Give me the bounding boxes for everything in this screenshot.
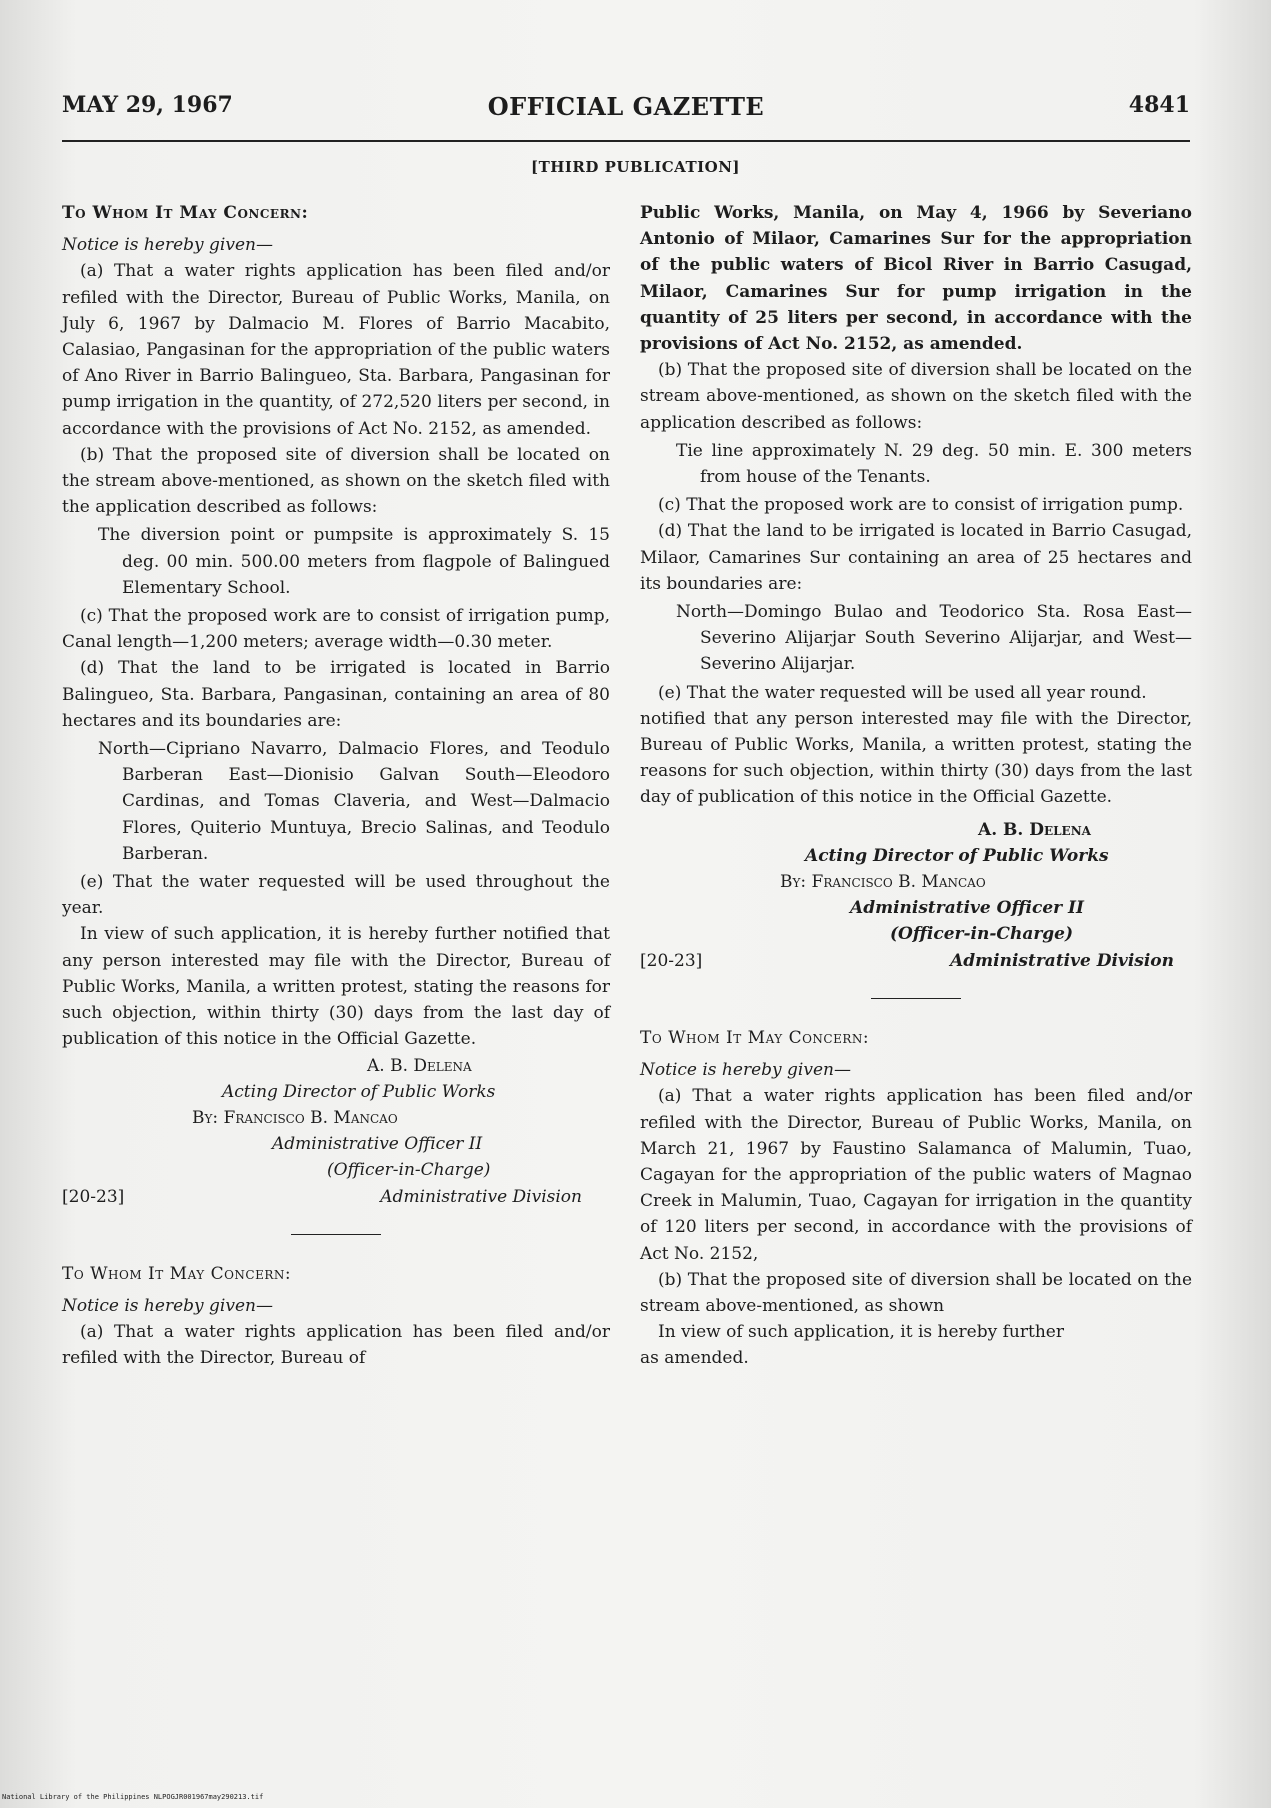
clause-a: (a) That a water rights application has been filed and/or refiled with the Director, Bureau of Public Works, Manila, on March 21, 1967 by Faustino Salamanca of Malumin, Tuao, Cagayan for the appropriation of the public waters of Magnao Creek in Malumin, Tuao, Cagayan for irrigation in the quantity of 120 liters per second, in accordance with the provisions of Act No. 2152, — [640, 1086, 1192, 1264]
signatory-title: Acting Director of Public Works — [805, 845, 1109, 866]
clause-c: (c) That the proposed work are to consist of irrigation pump. — [658, 495, 1184, 516]
issue-date: MAY 29, 1967 — [62, 92, 233, 118]
signatory-officer: Administrative Officer II — [850, 898, 1084, 919]
page-header — [62, 92, 1190, 132]
signatory-division: Administrative Division — [950, 950, 1174, 971]
signatory-division: Administrative Division — [380, 1186, 582, 1207]
signatory-by: By: Francisco B. Mancao — [192, 1107, 398, 1128]
signatory-name: A. B. Delena — [367, 1055, 472, 1076]
signature-block — [640, 817, 1192, 974]
clause-b: (b) That the proposed site of diversion shall be located on the stream above-mentioned, as shown — [640, 1269, 1192, 1316]
clause-d-detail: North—Domingo Bulao and Teodorico Sta. Rosa East—Severino Alijarjar South Severino Alijarjar, and West—Severino Alijarjar. — [676, 602, 1192, 675]
closing-paragraph: In view of such application, it is hereby further — [658, 1322, 1064, 1343]
clause-b: (b) That the proposed site of diversion shall be located on the stream above-mentioned, as shown on the sketch filed with the application described as follows: — [62, 444, 610, 518]
signatory-division-row — [640, 948, 1192, 974]
clause-b-detail: The diversion point or pumpsite is approximately S. 15 deg. 00 min. 500.00 meters from flagpole of Balingued Elementary School. — [98, 525, 610, 598]
clause-d: (d) That the land to be irrigated is located in Barrio Balingueo, Sta. Barbara, Pangasinan, containing an area of 80 hectares and its boundaries are: — [62, 658, 610, 731]
notice-separator — [871, 998, 961, 999]
notice-intro: Notice is hereby given— — [640, 1060, 851, 1081]
publication-tag: [THIRD PUBLICATION] — [530, 158, 741, 176]
clause-e: (e) That the water requested will be used throughout the year. — [62, 872, 610, 919]
clause-d: (d) That the land to be irrigated is located in Barrio Casugad, Milaor, Camarines Sur containing an area of 25 hectares and its boundaries are: — [640, 521, 1192, 594]
closing-paragraph: In view of such application, it is hereby further notified that any person interested may file with the Director, Bureau of Public Works, Manila, a written protest, stating the reasons for such objection, within thirty (30) days from the last day of publication of this notice in the Official Gazette. — [62, 924, 610, 1050]
clause-a: (a) That a water rights application has been filed and/or refiled with the Director, Bureau of Public Works, Manila, on July 6, 1967 by Dalmacio M. Flores of Barrio Macabito, Calasiao, Pangasinan for the appropriation of the public waters of Ano River in Barrio Balingueo, Sta. Barbara, Pangasinan for pump irrigation in the quantity, of 272,520 liters per second, in accordance with the provisions of Act No. 2152, as amended. — [62, 261, 610, 439]
notice-heading: To Whom It May Concern: — [640, 1027, 870, 1048]
signatory-title: Acting Director of Public Works — [222, 1081, 496, 1102]
signatory-name: A. B. Delena — [978, 819, 1091, 840]
signatory-officer: Administrative Officer II — [272, 1134, 483, 1155]
notice-heading: To Whom It May Concern: — [62, 1263, 292, 1284]
closing-tail: as amended. — [640, 1348, 749, 1369]
continued-paragraph: Public Works, Manila, on May 4, 1966 by Severiano Antonio of Milaor, Camarines Sur for the appropriation of the public waters of Bicol River in Barrio Casugad, Milaor, Camarines Sur for pump irrigation in the quantity of 25 liters per second, in accordance with the provisions of Act No. 2152, as amended. — [640, 203, 1192, 355]
closing-paragraph: notified that any person interested may file with the Director, Bureau of Public Works, Manila, a written protest, stating the reasons for such objection, within thirty (30) days from the last day of publication of this notice in the Official Gazette. — [640, 708, 1192, 808]
scan-footer: National Library of the Philippines NLPOGJR001967may290213.tif — [2, 1793, 264, 1801]
publication-title: OFFICIAL GAZETTE — [487, 92, 765, 121]
signatory-charge: (Officer-in-Charge) — [327, 1160, 491, 1181]
publication-ref: [20-23] — [640, 950, 703, 971]
clause-b: (b) That the proposed site of diversion shall be located on the stream above-mentioned, as shown on the sketch filed with the application described as follows: — [640, 360, 1192, 433]
notice-intro: Notice is hereby given— — [62, 1295, 273, 1316]
clause-b-detail: Tie line approximately N. 29 deg. 50 min. E. 300 meters from house of the Tenants. — [676, 440, 1192, 488]
notice-heading: To Whom It May Concern: — [62, 203, 309, 223]
page-number: 4841 — [1128, 92, 1190, 118]
signatory-division-row — [62, 1184, 610, 1210]
signatory-charge: (Officer-in-Charge) — [890, 924, 1074, 945]
signatory-by: By: Francisco B. Mancao — [780, 872, 986, 893]
clause-d-detail: North—Cipriano Navarro, Dalmacio Flores, and Teodulo Barberan East—Dionisio Galvan South—Eleodoro Cardinas, and Tomas Claveria, and West—Dalmacio Flores, Quiterio Muntuya, Brecio Salinas, and Teodulo Barberan. — [98, 739, 610, 864]
clause-c: (c) That the proposed work are to consist of irrigation pump, Canal length—1,200 meters; average width—0.30 meter. — [62, 606, 610, 653]
signature-block — [62, 1053, 610, 1210]
notice-separator — [291, 1234, 381, 1235]
header-rule — [62, 140, 1190, 142]
right-column — [640, 200, 1192, 1372]
left-column — [62, 200, 610, 1372]
notice-intro: Notice is hereby given— — [62, 235, 273, 256]
publication-ref: [20-23] — [62, 1186, 125, 1207]
clause-e: (e) That the water requested will be used all year round. — [658, 682, 1147, 703]
clause-a: (a) That a water rights application has been filed and/or refiled with the Director, Bureau of — [62, 1322, 610, 1369]
